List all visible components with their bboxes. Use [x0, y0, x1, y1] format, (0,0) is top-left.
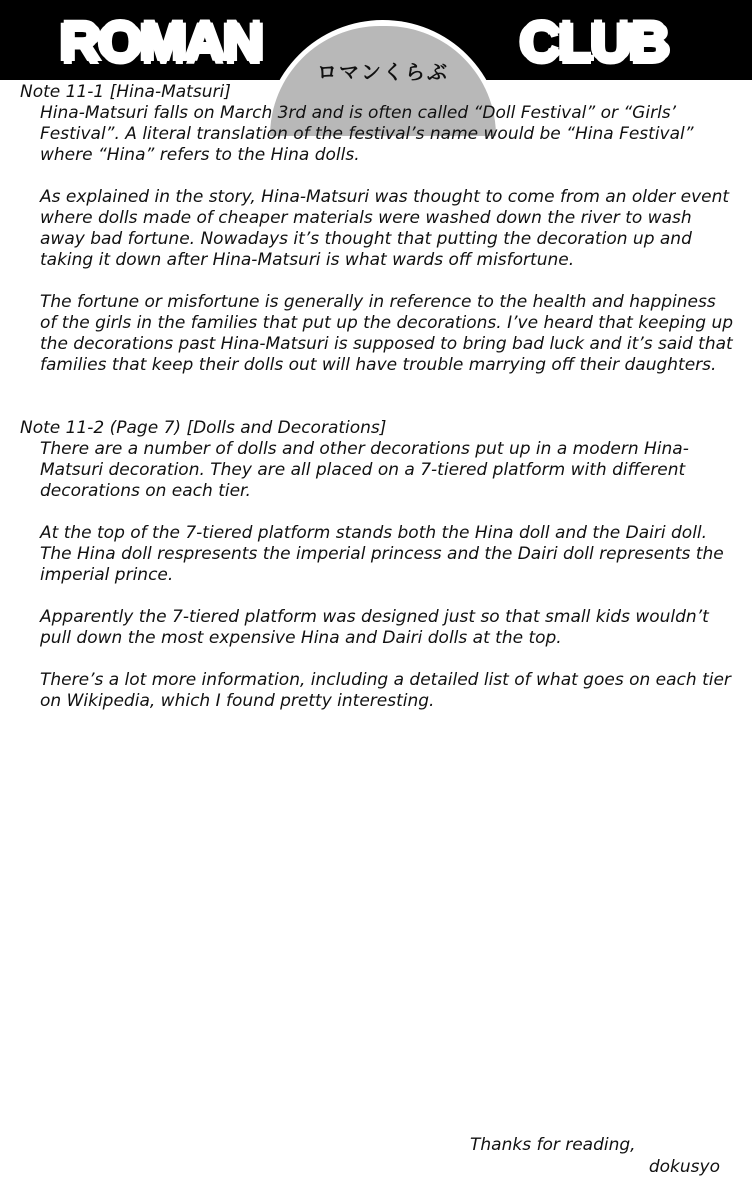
- note-section-2: [20, 418, 736, 712]
- note-paragraph: There’s a lot more information, including a detailed list of what goes on each tier on Wikipedia, which I found pretty interesting.: [40, 670, 731, 711]
- subtitle-logo-text: ロマンくらぶ: [317, 60, 449, 84]
- note-heading: Note 11-1 [Hina-Matsuri]: [20, 82, 231, 102]
- signoff: [470, 1134, 740, 1178]
- notes-content: [20, 82, 736, 733]
- note-paragraph: There are a number of dolls and other decorations put up in a modern Hina-Matsuri decoration. They are all placed on a 7-tiered platform with different decorations on each tier.: [40, 439, 689, 501]
- note-body: [40, 103, 736, 376]
- note-paragraph: The fortune or misfortune is generally in reference to the health and happiness of the girls in the families that put up the decorations. I’ve heard that keeping up the decorations past Hina-Matsuri is supposed to bring bad luck and it’s said that families that keep their dolls out will have trouble marrying off their daughters.: [40, 292, 734, 375]
- note-body: [40, 439, 736, 712]
- note-section-1: [20, 82, 736, 376]
- note-paragraph: At the top of the 7-tiered platform stands both the Hina doll and the Dairi doll. The Hina doll respresents the imperial princess and the Dairi doll represents the imperial prince.: [40, 523, 724, 585]
- note-paragraph: Apparently the 7-tiered platform was designed just so that small kids wouldn’t pull down the most expensive Hina and Dairi dolls at the top.: [40, 607, 709, 648]
- title-roman: ROMAN: [60, 10, 262, 73]
- signoff-author: dokusyo: [648, 1157, 720, 1177]
- note-spacer: [20, 397, 736, 418]
- note-heading: Note 11-2 (Page 7) [Dolls and Decorations]: [20, 418, 387, 438]
- signoff-thanks: Thanks for reading,: [470, 1135, 636, 1155]
- title-club: CLUB: [520, 10, 668, 73]
- note-paragraph: Hina-Matsuri falls on March 3rd and is often called “Doll Festival” or “Girls’ Festival”. A literal translation of the festival’s name would be “Hina Festival” where “Hina” refers to the Hina dolls.: [40, 103, 694, 165]
- note-paragraph: As explained in the story, Hina-Matsuri was thought to come from an older event where dolls made of cheaper materials were washed down the river to wash away bad fortune. Nowadays it’s thought that putting the decoration up and taking it down after Hina-Matsuri is what wards off misfortune.: [40, 187, 730, 270]
